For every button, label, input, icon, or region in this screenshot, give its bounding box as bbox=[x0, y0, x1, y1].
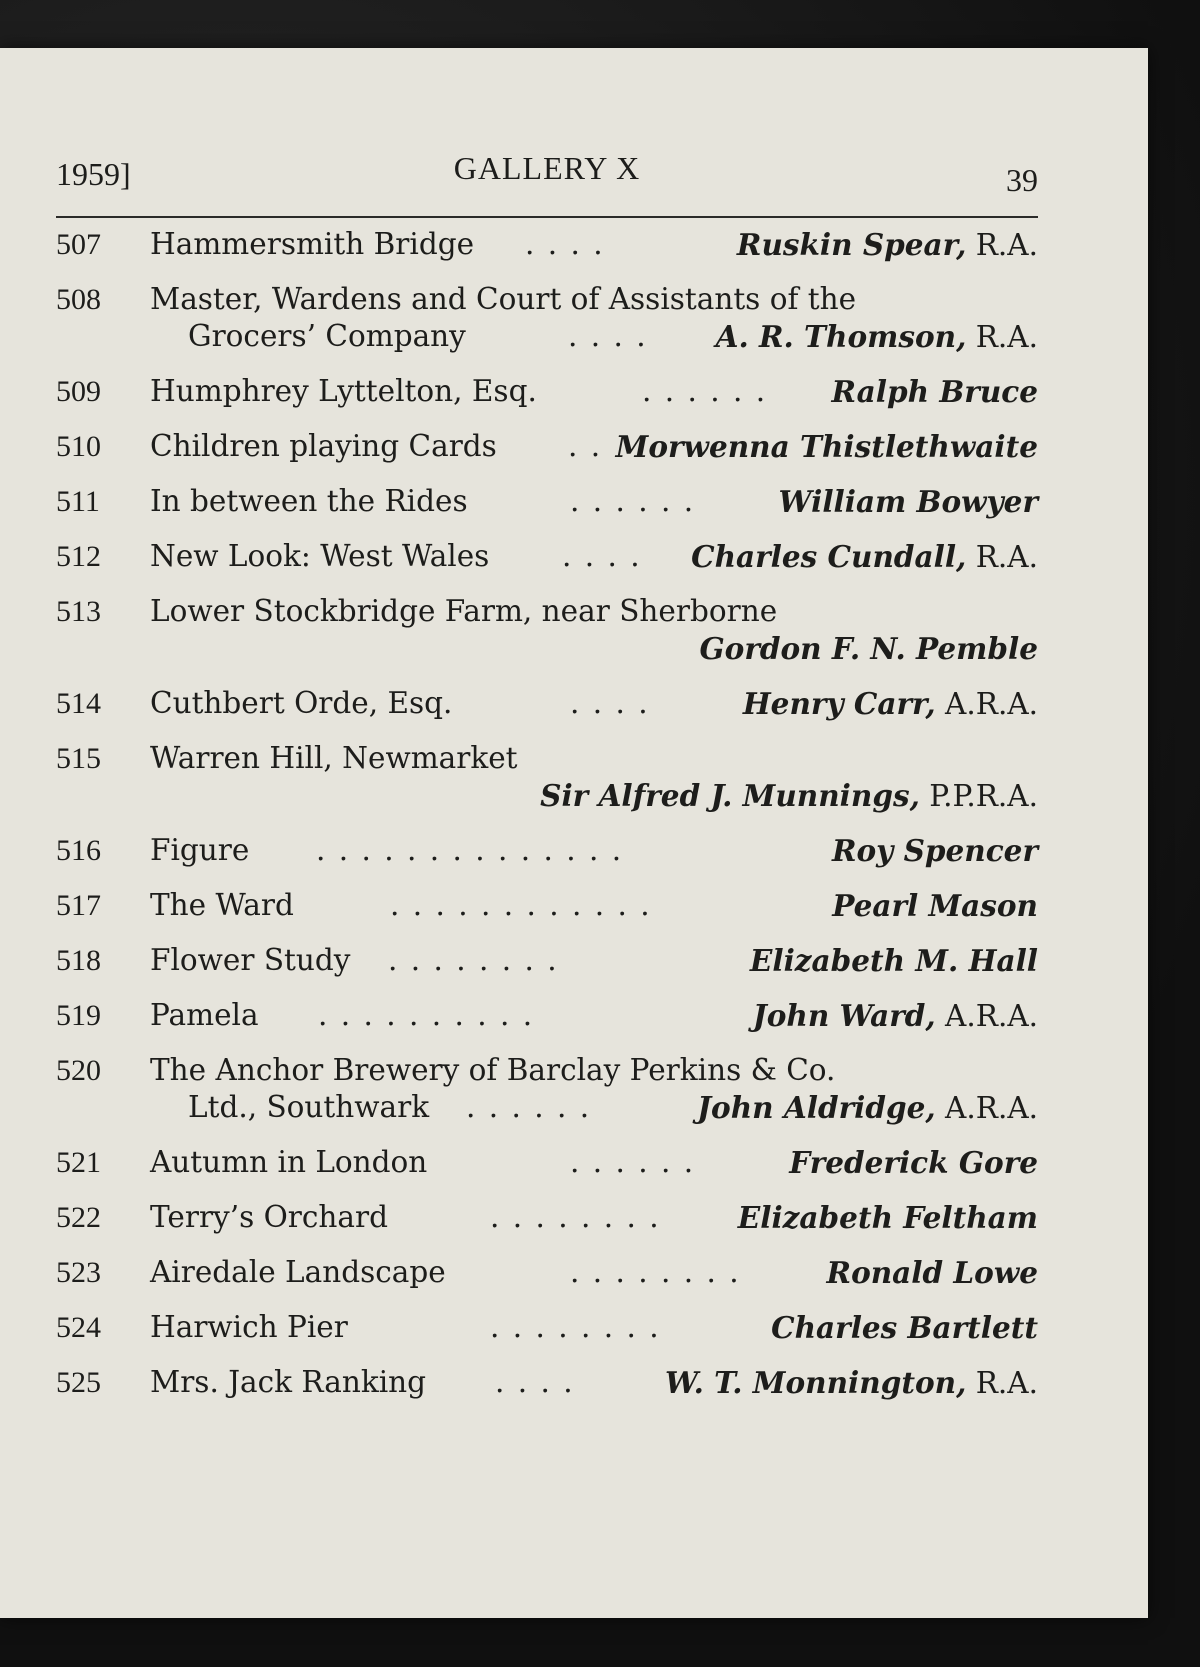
catalogue-entry bbox=[56, 1309, 1038, 1364]
entry-artist bbox=[737, 226, 1038, 264]
entry-title: The Ward bbox=[150, 888, 294, 922]
entry-artist bbox=[691, 538, 1038, 576]
entry-line bbox=[150, 373, 1038, 410]
catalogue-entry bbox=[56, 740, 1038, 832]
leader-dots: . . . . . . . . bbox=[388, 943, 559, 977]
entry-line bbox=[150, 630, 1038, 667]
catalogue-entry bbox=[56, 428, 1038, 483]
leader-dots: . . . . . . . . bbox=[490, 1200, 661, 1234]
entry-number: 511 bbox=[56, 485, 100, 518]
leader-dots: . . . . . . . . bbox=[490, 1310, 661, 1344]
entry-artist bbox=[832, 832, 1038, 870]
header-rule bbox=[56, 216, 1038, 218]
entry-number: 510 bbox=[56, 430, 101, 463]
entry-title: Airedale Landscape bbox=[150, 1255, 446, 1289]
entry-line bbox=[150, 226, 1038, 263]
entry-title: The Anchor Brewery of Barclay Perkins & Co. bbox=[150, 1053, 836, 1087]
entry-title: Warren Hill, Newmarket bbox=[150, 741, 518, 775]
entry-number: 509 bbox=[56, 375, 101, 408]
artist-name: W. T. Monnington, bbox=[665, 1365, 967, 1400]
entry-title: Master, Wardens and Court of Assistants of the bbox=[150, 282, 857, 316]
entry-artist bbox=[827, 1254, 1038, 1292]
entry-title: New Look: West Wales bbox=[150, 539, 490, 573]
entry-number: 514 bbox=[56, 687, 101, 720]
header-page-number: 39 bbox=[1006, 162, 1038, 198]
catalogue-entry bbox=[56, 538, 1038, 593]
entry-title-continued: Grocers’ Company bbox=[188, 319, 466, 353]
entry-line bbox=[150, 428, 1038, 465]
catalogue-entry bbox=[56, 1052, 1038, 1144]
entry-artist bbox=[697, 1089, 1038, 1127]
entry-number: 515 bbox=[56, 742, 101, 775]
artist-suffix: R.A. bbox=[966, 1366, 1038, 1400]
artist-suffix: R.A. bbox=[966, 228, 1038, 262]
entry-number: 513 bbox=[56, 595, 101, 628]
entry-artist bbox=[789, 1144, 1038, 1182]
entry-title: Terry’s Orchard bbox=[150, 1200, 388, 1234]
entry-artist bbox=[699, 630, 1038, 668]
entry-title: Hammersmith Bridge bbox=[150, 227, 475, 261]
catalogue-entry bbox=[56, 1364, 1038, 1419]
leader-dots: . . . . . . . . . . bbox=[318, 998, 535, 1032]
entry-title: Harwich Pier bbox=[150, 1310, 348, 1344]
artist-name: Ruskin Spear, bbox=[736, 227, 967, 262]
entry-artist bbox=[665, 1364, 1038, 1402]
entry-artist bbox=[616, 428, 1038, 466]
entry-number: 522 bbox=[56, 1201, 101, 1234]
entry-number: 517 bbox=[56, 889, 101, 922]
entry-number: 525 bbox=[56, 1366, 101, 1399]
header-title: GALLERY X bbox=[453, 150, 641, 186]
leader-dots: . . . . . . bbox=[642, 374, 768, 408]
artist-name: William Bowyer bbox=[778, 484, 1038, 519]
catalogue-entry bbox=[56, 887, 1038, 942]
artist-suffix: R.A. bbox=[966, 540, 1038, 574]
catalogue-entry bbox=[56, 1144, 1038, 1199]
artist-name: Ronald Lowe bbox=[826, 1255, 1038, 1290]
entry-number: 508 bbox=[56, 283, 101, 316]
entry-artist bbox=[750, 942, 1038, 980]
entry-line bbox=[150, 685, 1038, 722]
artist-name: A. R. Thomson, bbox=[715, 319, 967, 354]
leader-dots: . . . . bbox=[570, 686, 650, 720]
leader-dots: . . . . bbox=[525, 227, 605, 261]
entry-line bbox=[150, 1199, 1038, 1236]
artist-suffix: A.R.A. bbox=[935, 687, 1038, 721]
entry-line bbox=[150, 1144, 1038, 1181]
entry-artist bbox=[743, 685, 1038, 723]
entry-number: 507 bbox=[56, 228, 101, 261]
entry-line bbox=[150, 777, 1038, 814]
entry-title: Flower Study bbox=[150, 943, 351, 977]
artist-suffix: A.R.A. bbox=[935, 1091, 1038, 1125]
entry-line bbox=[150, 740, 1038, 777]
catalogue-entry bbox=[56, 593, 1038, 685]
artist-name: Elizabeth M. Hall bbox=[749, 943, 1038, 978]
leader-dots: . . . . bbox=[568, 319, 648, 353]
entry-title: In between the Rides bbox=[150, 484, 468, 518]
entry-artist bbox=[771, 1309, 1038, 1347]
artist-name: John Aldridge, bbox=[697, 1090, 936, 1125]
entry-title: Autumn in London bbox=[150, 1145, 428, 1179]
entry-title: Figure bbox=[150, 833, 250, 867]
artist-name: Ralph Bruce bbox=[831, 374, 1038, 409]
entry-artist bbox=[540, 777, 1038, 815]
leader-dots: . . . . . . bbox=[570, 484, 696, 518]
catalogue-entries bbox=[56, 226, 1038, 1419]
artist-suffix: P.P.R.A. bbox=[919, 779, 1038, 813]
entry-line bbox=[150, 1364, 1038, 1401]
entry-number: 512 bbox=[56, 540, 101, 573]
artist-name: Pearl Mason bbox=[832, 888, 1038, 923]
artist-name: Henry Carr, bbox=[742, 686, 936, 721]
leader-dots: . . . . . . . . . . . . bbox=[390, 888, 652, 922]
entry-title: Humphrey Lyttelton, Esq. bbox=[150, 374, 537, 408]
artist-suffix: A.R.A. bbox=[935, 999, 1038, 1033]
artist-suffix: R.A. bbox=[966, 320, 1038, 354]
artist-name: Gordon F. N. Pemble bbox=[699, 631, 1038, 666]
leader-dots: . . . . . . bbox=[466, 1090, 592, 1124]
entry-artist bbox=[738, 1199, 1038, 1237]
leader-dots: . . . . bbox=[495, 1365, 575, 1399]
catalogue-entry bbox=[56, 1254, 1038, 1309]
artist-name: John Ward, bbox=[752, 998, 936, 1033]
entry-artist bbox=[753, 997, 1038, 1035]
artist-name: Morwenna Thistlethwaite bbox=[615, 429, 1038, 464]
entry-line bbox=[188, 318, 1038, 355]
artist-name: Frederick Gore bbox=[789, 1145, 1038, 1180]
leader-dots: . . . . . . . . . . . . . . bbox=[316, 833, 624, 867]
catalogue-entry bbox=[56, 832, 1038, 887]
entry-line bbox=[150, 593, 1038, 630]
entry-number: 516 bbox=[56, 834, 101, 867]
catalogue-entry bbox=[56, 281, 1038, 373]
artist-name: Roy Spencer bbox=[831, 833, 1038, 868]
artist-name: Sir Alfred J. Munnings, bbox=[540, 778, 920, 813]
page-header bbox=[56, 150, 1038, 200]
entry-line bbox=[188, 1089, 1038, 1126]
entry-line bbox=[150, 887, 1038, 924]
entry-title: Children playing Cards bbox=[150, 429, 497, 463]
entry-title: Lower Stockbridge Farm, near Sherborne bbox=[150, 594, 778, 628]
entry-line bbox=[150, 997, 1038, 1034]
entry-line bbox=[150, 1254, 1038, 1291]
entry-title: Cuthbert Orde, Esq. bbox=[150, 686, 453, 720]
entry-number: 519 bbox=[56, 999, 101, 1032]
entry-line bbox=[150, 483, 1038, 520]
entry-number: 521 bbox=[56, 1146, 101, 1179]
artist-name: Charles Cundall, bbox=[691, 539, 967, 574]
entry-line bbox=[150, 832, 1038, 869]
header-year: 1959] bbox=[56, 156, 131, 192]
leader-dots: . . . . bbox=[562, 539, 642, 573]
entry-line bbox=[150, 281, 1038, 318]
entry-number: 524 bbox=[56, 1311, 101, 1344]
leader-dots: . . . . . . bbox=[570, 1145, 696, 1179]
entry-number: 520 bbox=[56, 1054, 101, 1087]
catalogue-entry bbox=[56, 997, 1038, 1052]
entry-number: 523 bbox=[56, 1256, 101, 1289]
catalogue-page bbox=[0, 48, 1148, 1618]
entry-artist bbox=[832, 887, 1038, 925]
entry-artist bbox=[831, 373, 1038, 411]
entry-title-continued: Ltd., Southwark bbox=[188, 1090, 430, 1124]
entry-line bbox=[150, 1052, 1038, 1089]
entry-title: Mrs. Jack Ranking bbox=[150, 1365, 427, 1399]
leader-dots: . . bbox=[568, 429, 603, 463]
entry-line bbox=[150, 1309, 1038, 1346]
artist-name: Elizabeth Feltham bbox=[737, 1200, 1038, 1235]
catalogue-entry bbox=[56, 373, 1038, 428]
entry-title: Pamela bbox=[150, 998, 259, 1032]
artist-name: Charles Bartlett bbox=[771, 1310, 1038, 1345]
leader-dots: . . . . . . . . bbox=[570, 1255, 741, 1289]
catalogue-entry bbox=[56, 1199, 1038, 1254]
catalogue-entry bbox=[56, 685, 1038, 740]
entry-line bbox=[150, 942, 1038, 979]
catalogue-entry bbox=[56, 483, 1038, 538]
entry-artist bbox=[779, 483, 1039, 521]
entry-number: 518 bbox=[56, 944, 101, 977]
entry-line bbox=[150, 538, 1038, 575]
catalogue-entry bbox=[56, 226, 1038, 281]
catalogue-entry bbox=[56, 942, 1038, 997]
entry-artist bbox=[716, 318, 1038, 356]
